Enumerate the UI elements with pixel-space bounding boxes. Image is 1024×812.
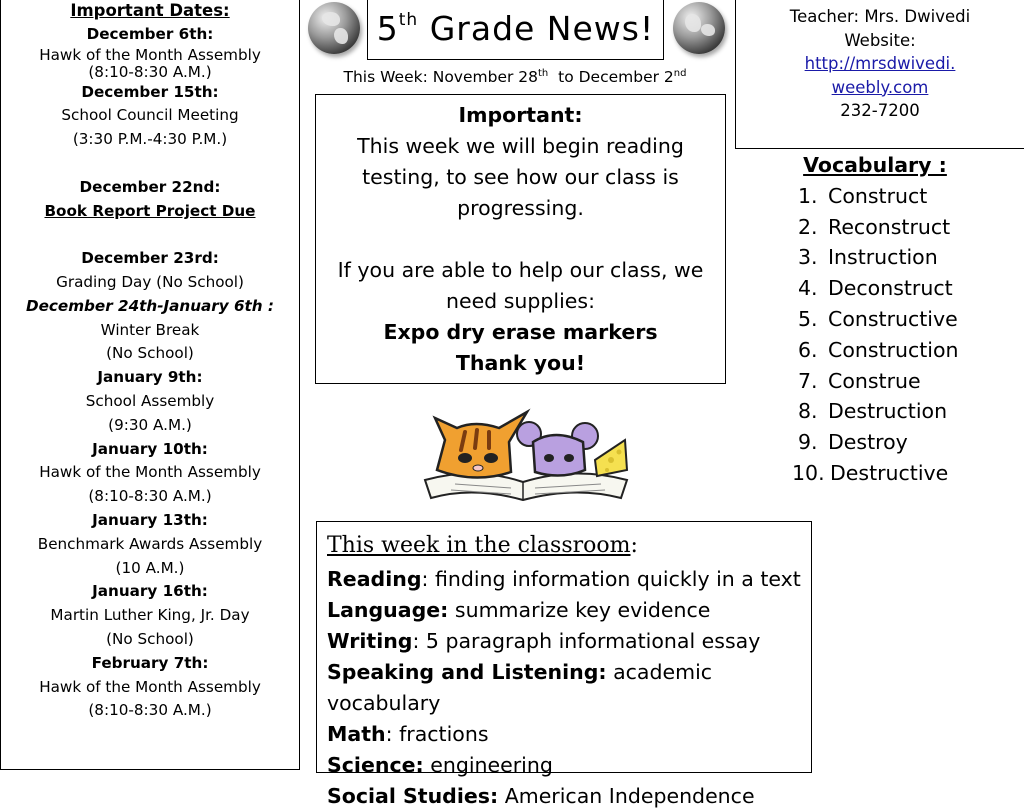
date-label: February 7th: <box>91 653 209 672</box>
important-dates-heading: Important Dates: <box>70 1 230 20</box>
event-line: School Council Meeting <box>61 106 239 125</box>
vocab-item: 1. Construct <box>798 183 928 208</box>
phone-number: 232-7200 <box>840 101 920 120</box>
vocab-item: 9. Destroy <box>798 430 908 455</box>
date-label: December 23rd: <box>81 249 219 268</box>
supply-item: Expo dry erase markers <box>383 320 658 344</box>
title-text: Grade News! <box>418 9 655 48</box>
date-label: January 9th: <box>97 368 203 387</box>
date-label: January 13th: <box>92 510 208 529</box>
supplies-request: If you are able to help our class, we need supplies: <box>337 258 704 313</box>
event-line: Book Report Project Due <box>44 201 256 220</box>
event-line: (No School) <box>106 629 194 648</box>
website-link[interactable]: http://mrsdwivedi. <box>804 54 956 73</box>
event-line: Winter Break <box>100 320 200 339</box>
event-line: (9:30 A.M.) <box>108 415 192 434</box>
globe-icon <box>308 2 360 54</box>
important-text: This week we will begin reading testing, to see how our class is progressing. <box>357 134 684 220</box>
date-label: December 6th: <box>86 24 214 43</box>
event-line: (10 A.M.) <box>115 558 185 577</box>
event-line: Martin Luther King, Jr. Day <box>50 606 250 625</box>
event-line: Hawk of the Month Assembly <box>39 677 261 696</box>
subject-row: Science: engineering <box>327 753 553 777</box>
vocab-item: 4. Deconstruct <box>798 276 953 301</box>
week-range: This Week: November 28th to December 2nd <box>343 67 687 86</box>
event-line: Hawk of the Month Assembly <box>39 45 261 64</box>
website-label: Website: <box>844 30 916 50</box>
classroom-heading: This week in the classroom: <box>327 533 638 558</box>
subject-row: Writing: 5 paragraph informational essay <box>327 629 761 653</box>
event-line: Benchmark Awards Assembly <box>37 534 263 553</box>
important-notice-box <box>315 94 726 384</box>
page-title <box>367 0 664 60</box>
vocab-item: 7. Construe <box>798 368 921 393</box>
date-label: December 24th-January 6th : <box>26 296 274 315</box>
title-ordinal: th <box>398 10 419 30</box>
vocab-item: 2. Reconstruct <box>798 214 951 239</box>
title-grade: 5 <box>376 9 399 48</box>
thank-you: Thank you! <box>455 351 586 375</box>
event-line: Hawk of the Month Assembly <box>39 463 261 482</box>
date-label: January 10th: <box>92 439 208 458</box>
vocab-item: 6. Construction <box>798 337 959 362</box>
event-line: (8:10-8:30 A.M.) <box>88 701 212 720</box>
globe-icon <box>673 2 725 54</box>
vocab-item: 8. Destruction <box>798 399 948 424</box>
vocabulary-heading: Vocabulary : <box>803 153 947 177</box>
important-dates-panel <box>0 0 300 770</box>
subject-row: Reading: finding information quickly in a text <box>327 567 801 591</box>
important-heading: Important: <box>458 103 583 127</box>
subject-row: Language: summarize key evidence <box>327 598 711 622</box>
vocab-item: 3. Instruction <box>798 245 938 270</box>
teacher-info-box <box>735 0 1024 149</box>
cat-mouse-reading-illustration <box>415 400 635 504</box>
event-line: (No School) <box>106 344 194 363</box>
subject-row: Social Studies: American Independence <box>327 784 755 808</box>
date-label: December 22nd: <box>79 177 221 196</box>
vocab-item: 5. Constructive <box>798 306 958 331</box>
teacher-name: Teacher: Mrs. Dwivedi <box>789 7 971 26</box>
vocab-item: 10. Destructive <box>792 460 949 485</box>
subject-row: Speaking and Listening: academic vocabulary <box>327 660 713 715</box>
event-line: (8:10-8:30 A.M.) <box>88 62 212 81</box>
date-label: December 15th: <box>81 82 219 101</box>
event-line: Grading Day (No School) <box>56 272 244 291</box>
event-line: (8:10-8:30 A.M.) <box>88 487 212 506</box>
vocabulary-list <box>770 150 1010 489</box>
classroom-topics-box <box>316 521 812 808</box>
subject-row: Math: fractions <box>327 722 489 746</box>
date-label: January 16th: <box>92 582 208 601</box>
event-line: (3:30 P.M.-4:30 P.M.) <box>72 130 228 149</box>
event-line: School Assembly <box>85 391 215 410</box>
website-link[interactable]: weebly.com <box>831 77 929 97</box>
